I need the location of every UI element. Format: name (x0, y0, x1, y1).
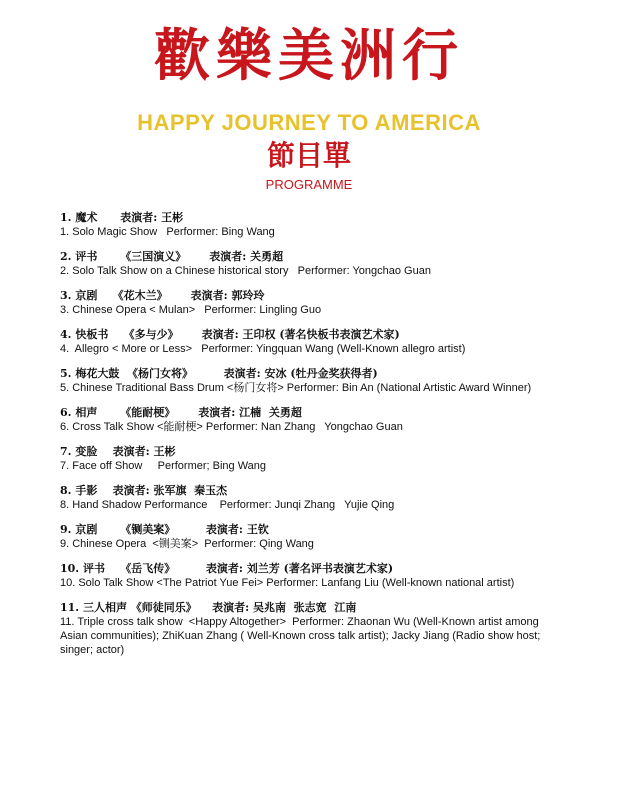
programme-item-9 (60, 522, 560, 551)
programme-item-7 (60, 444, 560, 473)
item-title-cn: 10. 评书 《岳飞传》 表演者: 刘兰芳 (著名评书表演艺术家) (60, 562, 394, 575)
item-title-cn: 5. 梅花大鼓 《杨门女将》 表演者: 安冰 (牡丹金奖获得者) (60, 367, 378, 380)
programme-item-2 (60, 249, 560, 278)
programme-item-5 (60, 366, 560, 395)
programme-item-3 (60, 288, 560, 317)
item-title-cn: 8. 手影 表演者: 张军旗 秦玉杰 (60, 484, 228, 497)
item-title-cn: 9. 京剧 《铡美案》 表演者: 王钦 (60, 523, 269, 536)
item-title-en: 9. Chinese Opera <铡美案> Performer: Qing Wang (60, 538, 314, 550)
item-title-en: 4. Allegro < More or Less> Performer: Yingquan Wang (Well-Known allegro artist) (60, 343, 466, 355)
item-title-en: 6. Cross Talk Show <能耐梗> Performer: Nan Zhang Yongchao Guan (60, 421, 403, 433)
chinese-title: 歡樂美洲行 (154, 23, 464, 89)
item-title-en: 2. Solo Talk Show on a Chinese historical story Performer: Yongchao Guan (60, 265, 431, 277)
programme-item-10 (60, 561, 560, 590)
programme-item-6 (60, 405, 560, 434)
item-title-en: 7. Face off Show Performer; Bing Wang (60, 460, 267, 472)
programme-item-8 (60, 483, 560, 512)
item-title-en: 11. Triple cross talk show <Happy Altogether> Performer: Zhaonan Wu (Well-Known artist among Asian communities); ZhiKuan Zhang ( Well-Known cross talk artist); Jacky Jiang (Radio show host; singer; actor) (60, 616, 544, 656)
item-title-en: 3. Chinese Opera < Mulan> Performer: Lingling Guo (60, 304, 322, 316)
item-title-cn: 7. 变脸 表演者: 王彬 (60, 445, 176, 458)
item-title-cn: 11. 三人相声 《师徒同乐》 表演者: 吴兆南 张志宽 江南 (60, 601, 357, 614)
programme-item-11 (60, 600, 560, 657)
item-title-cn: 3. 京剧 《花木兰》 表演者: 郭玲玲 (60, 289, 265, 302)
item-title-cn: 4. 快板书 《多与少》 表演者: 王印权 (著名快板书表演艺术家) (60, 328, 400, 341)
programme-heading-cn: 節目單 (266, 139, 351, 172)
programme-heading-en: PROGRAMME (265, 177, 353, 192)
item-title-cn: 1. 魔术 表演者: 王彬 (60, 211, 184, 224)
item-title-en: 10. Solo Talk Show <The Patriot Yue Fei> Performer: Lanfang Liu (Well-known national artist) (60, 577, 515, 589)
programme-item-4 (60, 327, 560, 356)
programme-list (60, 210, 560, 667)
item-title-en: 8. Hand Shadow Performance Performer: Junqi Zhang Yujie Qing (60, 499, 395, 511)
item-title-cn: 6. 相声 《能耐梗》 表演者: 江楠 关勇超 (60, 406, 302, 419)
english-title: HAPPY JOURNEY TO AMERICA (137, 110, 481, 135)
item-title-en: 1. Solo Magic Show Performer: Bing Wang (60, 226, 275, 238)
item-title-cn: 2. 评书 《三国演义》 表演者: 关勇超 (60, 250, 284, 263)
programme-item-1 (60, 210, 560, 239)
item-title-en: 5. Chinese Traditional Bass Drum <杨门女将> Performer: Bin An (National Artistic Award Winner) (60, 382, 532, 394)
